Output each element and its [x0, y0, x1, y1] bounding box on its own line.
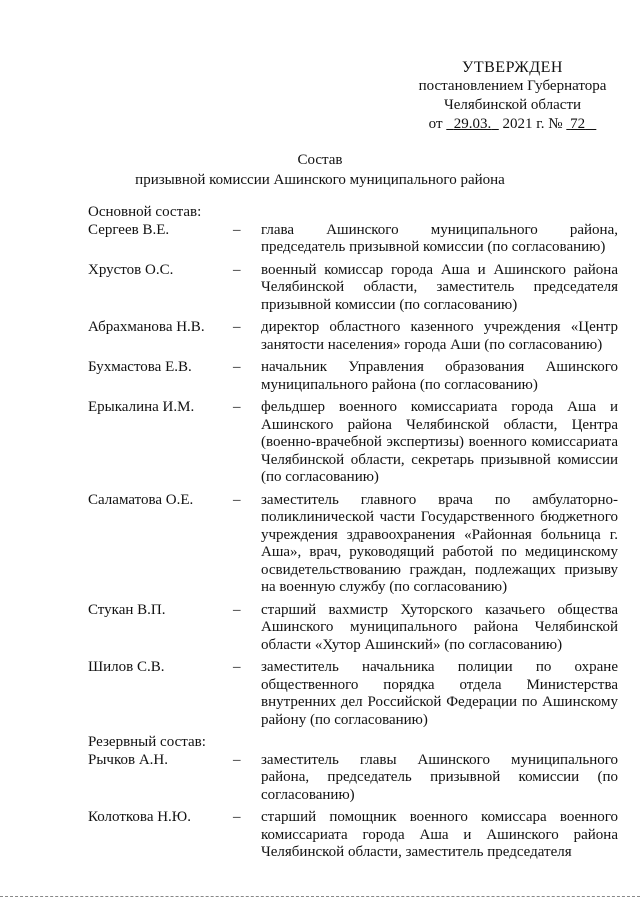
member-row — [88, 492, 618, 597]
approval-date: 29.03. — [453, 116, 492, 132]
approval-number-prefix: № — [548, 116, 563, 132]
reserve-section-label: Резервный состав: — [88, 734, 206, 750]
member-name: Хрустов О.С. — [88, 261, 174, 278]
reserve-members-list — [88, 752, 618, 862]
approval-heading: УТВЕРЖДЕН — [462, 59, 563, 76]
member-position: заместитель главы Ашинского муниципального района, председатель призывной комиссии (по согласованию) — [261, 751, 618, 803]
member-row — [88, 752, 618, 805]
member-dash: – — [233, 601, 241, 618]
member-name: Шилов С.В. — [88, 659, 165, 675]
member-dash: – — [233, 319, 241, 335]
member-row — [88, 659, 618, 729]
member-dash: – — [233, 399, 241, 415]
member-dash: – — [233, 221, 241, 238]
member-row — [88, 602, 618, 655]
approval-number: 72 — [570, 116, 586, 132]
member-dash: – — [233, 809, 241, 825]
member-name: Колоткова Н.Ю. — [88, 809, 191, 825]
member-row — [88, 262, 618, 315]
member-name: Стукан В.П. — [88, 601, 166, 618]
approval-line-1: постановлением Губернатора — [418, 78, 607, 94]
member-row — [88, 222, 618, 257]
document-title — [0, 150, 640, 190]
approval-line-2: Челябинской области — [443, 97, 582, 113]
document-title-line-1: Состав — [297, 152, 343, 168]
member-dash: – — [233, 491, 241, 508]
member-position: директор областного казенного учреждения «Центр занятости населения» города Аши (по согласованию) — [261, 319, 618, 353]
member-name: Ерыкалина И.М. — [88, 399, 195, 415]
main-section-label: Основной состав: — [88, 204, 202, 220]
member-name: Бухмастова Е.В. — [88, 359, 192, 375]
member-name: Абрахманова Н.В. — [88, 319, 205, 335]
member-position: фельдшер военного комиссариата города Аша и Ашинского района Челябинской области, Центра (военно-врачебной экспертизы) военного комиссариата Челябинской области, секретарь призывной комиссии (по согласованию) — [261, 399, 618, 485]
member-name: Рычков А.Н. — [88, 751, 168, 768]
approval-stamp — [405, 58, 620, 134]
member-position: начальник Управления образования Ашинского муниципального района (по согласованию) — [261, 359, 618, 393]
main-members-list — [88, 222, 618, 730]
approval-date-line — [405, 115, 620, 134]
member-dash: – — [233, 359, 241, 375]
page-bottom-rule — [0, 896, 640, 899]
member-row — [88, 809, 618, 862]
member-dash: – — [233, 261, 241, 278]
member-position: заместитель главного врача по амбулаторно-поликлинической части Государственного бюджетного учреждения здравоохранения «Районная больница г. Аша», врач, руководящий работой по медицинскому освидетельствованию граждан, подлежащих призыву на военную службу (по согласованию) — [261, 491, 618, 595]
approval-from-prefix: от — [428, 116, 443, 132]
commission-members — [88, 204, 618, 867]
member-row — [88, 319, 618, 354]
member-dash: – — [233, 751, 241, 768]
member-row — [88, 399, 618, 487]
member-row — [88, 359, 618, 394]
member-position: старший вахмистр Хуторского казачьего общества Ашинского муниципального района Челябинской области «Хутор Ашинский» (по согласованию) — [261, 601, 618, 653]
member-position: заместитель начальника полиции по охране общественного порядка отдела Министерства внутренних дел Российской Федерации по Ашинскому району (по согласованию) — [261, 659, 618, 728]
member-position: старший помощник военного комиссара военного комиссариата города Аша и Ашинского района Челябинской области, заместитель председателя — [261, 809, 618, 860]
member-position: глава Ашинского муниципального района, председатель призывной комиссии (по согласованию) — [261, 221, 618, 255]
member-position: военный комиссар города Аша и Ашинского района Челябинской области, заместитель председателя призывной комиссии (по согласованию) — [261, 261, 618, 313]
member-name: Сергеев В.Е. — [88, 221, 170, 238]
member-name: Саламатова О.Е. — [88, 491, 194, 508]
document-title-line-2: призывной комиссии Ашинского муниципального района — [135, 172, 505, 188]
member-dash: – — [233, 659, 241, 675]
approval-year: 2021 г. — [502, 116, 545, 132]
